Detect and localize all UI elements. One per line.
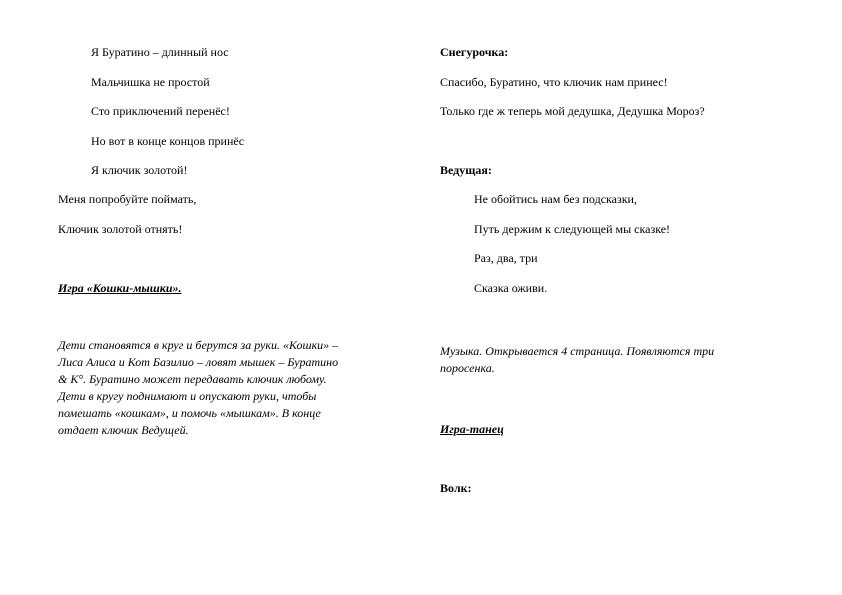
line-take-key: Ключик золотой отнять! <box>58 222 183 236</box>
dance-title: Игра-танец <box>440 422 504 436</box>
snow-line-1: Спасибо, Буратино, что ключик нам принес! <box>440 75 668 89</box>
instruction-line: помешать «кошкам», и помочь «мышкам». В конце <box>58 406 321 420</box>
speaker-wolf: Волк: <box>440 481 472 495</box>
speaker-host: Ведущая: <box>440 163 492 177</box>
snow-line-2: Только где ж теперь мой дедушка, Дедушка Мороз? <box>440 104 705 118</box>
game-instructions <box>58 337 338 439</box>
instruction-line: отдает ключик Ведущей. <box>58 423 189 437</box>
music-line: поросенка. <box>440 361 495 375</box>
poem-line-3: Сто приключений перенёс! <box>91 104 230 118</box>
music-direction <box>440 343 714 377</box>
game-title: Игра «Кошки-мышки». <box>58 281 182 295</box>
host-line-1: Не обойтись нам без подсказки, <box>474 192 637 206</box>
poem-line-4: Но вот в конце концов принёс <box>91 134 245 148</box>
instruction-line: & К°. Буратино может передавать ключик любому. <box>58 372 327 386</box>
instruction-line: Дети в кругу поднимают и опускают руки, чтобы <box>58 389 317 403</box>
host-line-2: Путь держим к следующей мы сказке! <box>474 222 671 236</box>
music-line: Музыка. Открывается 4 страница. Появляются три <box>440 344 715 358</box>
host-line-4: Сказка оживи. <box>474 281 548 295</box>
host-line-3: Раз, два, три <box>474 251 538 265</box>
poem-line-1: Я Буратино – длинный нос <box>91 45 229 59</box>
speaker-snow-maiden: Снегурочка: <box>440 45 509 59</box>
line-catch-me: Меня попробуйте поймать, <box>58 192 197 206</box>
instruction-line: Лиса Алиса и Кот Базилио – ловят мышек – Буратино <box>58 355 339 369</box>
poem-line-2: Мальчишка не простой <box>91 75 210 89</box>
instruction-line: Дети становятся в круг и берутся за руки. «Кошки» – <box>58 338 339 352</box>
poem-line-5: Я ключик золотой! <box>91 163 188 177</box>
